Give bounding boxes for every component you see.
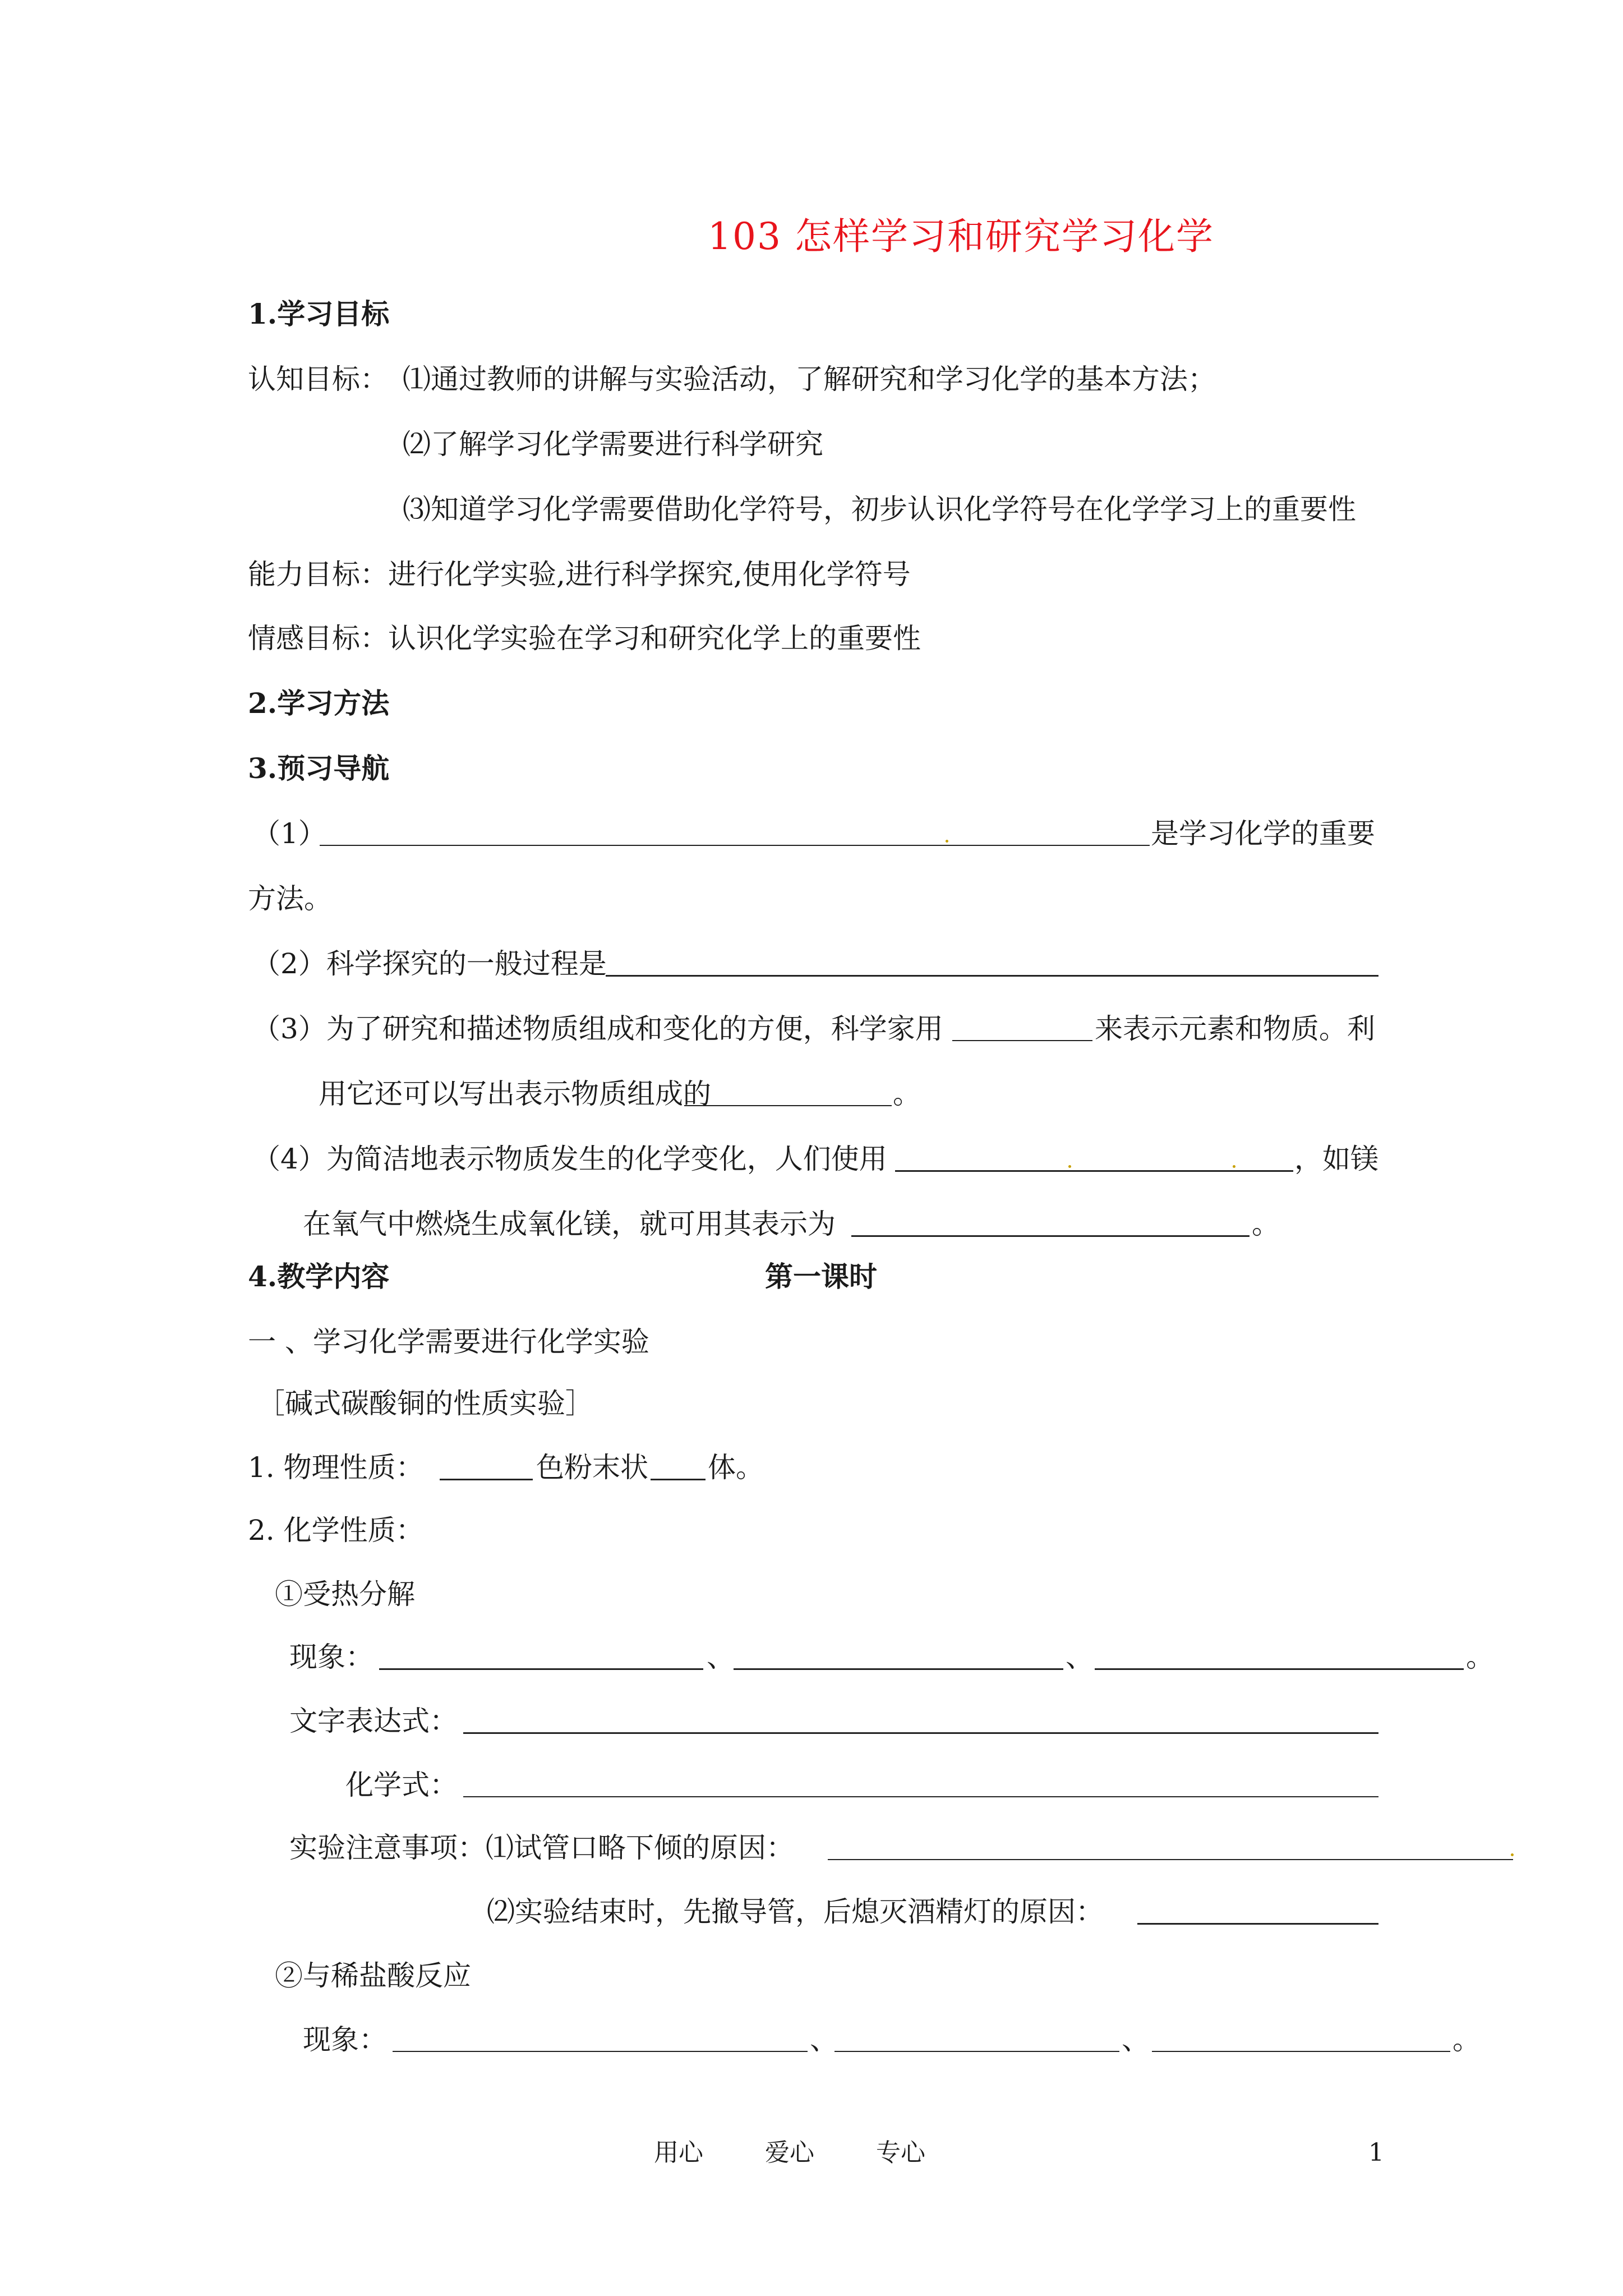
cognitive-item-2: ⑵了解学习化学需要进行科学研究	[403, 428, 823, 461]
cognitive-item-3: ⑶知道学习化学需要借助化学符号，初步认识化学符号在化学学习上的重要性	[403, 493, 1356, 526]
speck-mark	[1233, 1165, 1235, 1168]
separator: 、	[810, 2023, 838, 2056]
q3-blank-formula[interactable]	[684, 1078, 892, 1106]
q4-text-a: （4）为简洁地表示物质发生的化学变化，人们使用	[252, 1143, 887, 1175]
phenomenon-label: 现象：	[289, 1641, 374, 1673]
note-2-blank[interactable]	[1137, 1896, 1378, 1925]
note-1-blank[interactable]	[828, 1832, 1513, 1860]
phenomenon-blank-2[interactable]	[734, 1641, 1063, 1670]
q2-text: （2）科学探究的一般过程是	[252, 947, 607, 980]
speck-mark	[946, 840, 948, 843]
q1-continuation: 方法。	[248, 882, 332, 915]
speck-mark	[1511, 1853, 1514, 1856]
phenomenon-blank-1[interactable]	[379, 1641, 703, 1670]
decomposition-heading: ①受热分解	[275, 1578, 415, 1611]
color-blank[interactable]	[440, 1452, 533, 1480]
q3-text-d: 。	[893, 1078, 921, 1110]
speck-mark	[1068, 1165, 1071, 1168]
q4-blank-expression[interactable]	[851, 1208, 1249, 1237]
q1-prefix: （1）	[252, 817, 326, 850]
formula-blank[interactable]	[463, 1769, 1378, 1797]
part-1-heading: 一 、学习化学需要进行化学实验	[248, 1326, 649, 1358]
word-equation-label: 文字表达式：	[289, 1705, 458, 1737]
line-end: 。	[1453, 2023, 1481, 2056]
section-heading-preview: 3.预习导航	[248, 752, 390, 785]
line-end: 。	[1466, 1641, 1494, 1673]
note-2-text: ⑵实验结束时，先撤导管，后熄灭酒精灯的原因：	[487, 1895, 1104, 1928]
section-heading-content: 4.教学内容	[248, 1260, 390, 1293]
q4-text-b: ，如镁	[1294, 1143, 1378, 1175]
physical-properties-label: 1. 物理性质：	[248, 1451, 424, 1484]
phenomenon-blank-3[interactable]	[1095, 1641, 1464, 1670]
q3-text-c: 用它还可以写出表示物质组成的	[319, 1078, 711, 1110]
ability-goal: 能力目标：进行化学实验,进行科学探究,使用化学符号	[248, 558, 911, 591]
separator: 、	[1066, 1641, 1094, 1673]
q3-blank-symbol[interactable]	[952, 1013, 1092, 1041]
formula-label: 化学式：	[345, 1769, 458, 1801]
physical-properties-end: 体。	[708, 1451, 764, 1484]
q4-text-d: 。	[1252, 1208, 1280, 1240]
footer-word-2: 爱心	[765, 2138, 814, 2167]
phenomenon-2-label: 现象：	[303, 2023, 387, 2056]
q2-blank[interactable]	[606, 948, 1378, 977]
lesson-label: 第一课时	[765, 1260, 877, 1293]
q4-text-c: 在氧气中燃烧生成氧化镁，就可用其表示为	[303, 1208, 836, 1240]
word-equation-blank[interactable]	[463, 1705, 1378, 1734]
phenomenon-2-blank-1[interactable]	[393, 2024, 808, 2052]
experiment-title: ［碱式碳酸铜的性质实验］	[257, 1387, 593, 1420]
phenomenon-2-blank-3[interactable]	[1152, 2024, 1450, 2052]
footer-word-1: 用心	[654, 2138, 703, 2167]
page-title: 103 怎样学习和研究学习化学	[708, 215, 1214, 258]
page-number: 1	[1368, 2138, 1384, 2167]
footer-word-3: 专心	[876, 2138, 925, 2167]
q3-text-b: 来表示元素和物质。利	[1095, 1013, 1375, 1045]
state-blank[interactable]	[651, 1452, 706, 1480]
q1-blank[interactable]	[320, 818, 1150, 846]
chemical-properties-label: 2. 化学性质：	[248, 1514, 424, 1547]
section-heading-objectives: 1.学习目标	[248, 297, 390, 330]
q3-text-a: （3）为了研究和描述物质组成和变化的方便，科学家用	[252, 1013, 943, 1045]
section-heading-method: 2.学习方法	[248, 687, 390, 720]
cognitive-label: 认知目标：	[248, 363, 388, 395]
q1-suffix: 是学习化学的重要	[1151, 817, 1375, 850]
emotion-goal: 情感目标：认识化学实验在学习和研究化学上的重要性	[248, 622, 921, 655]
physical-properties-mid: 色粉末状	[536, 1451, 648, 1484]
separator: 、	[1122, 2023, 1150, 2056]
notes-label: 实验注意事项：⑴试管口略下倾的原因：	[289, 1832, 794, 1864]
cognitive-item-1: ⑴通过教师的讲解与实验活动，了解研究和学习化学的基本方法；	[403, 363, 1216, 395]
separator: 、	[707, 1641, 735, 1673]
phenomenon-2-blank-2[interactable]	[834, 2024, 1119, 2052]
hydrochloric-reaction-heading: ②与稀盐酸反应	[275, 1959, 471, 1992]
